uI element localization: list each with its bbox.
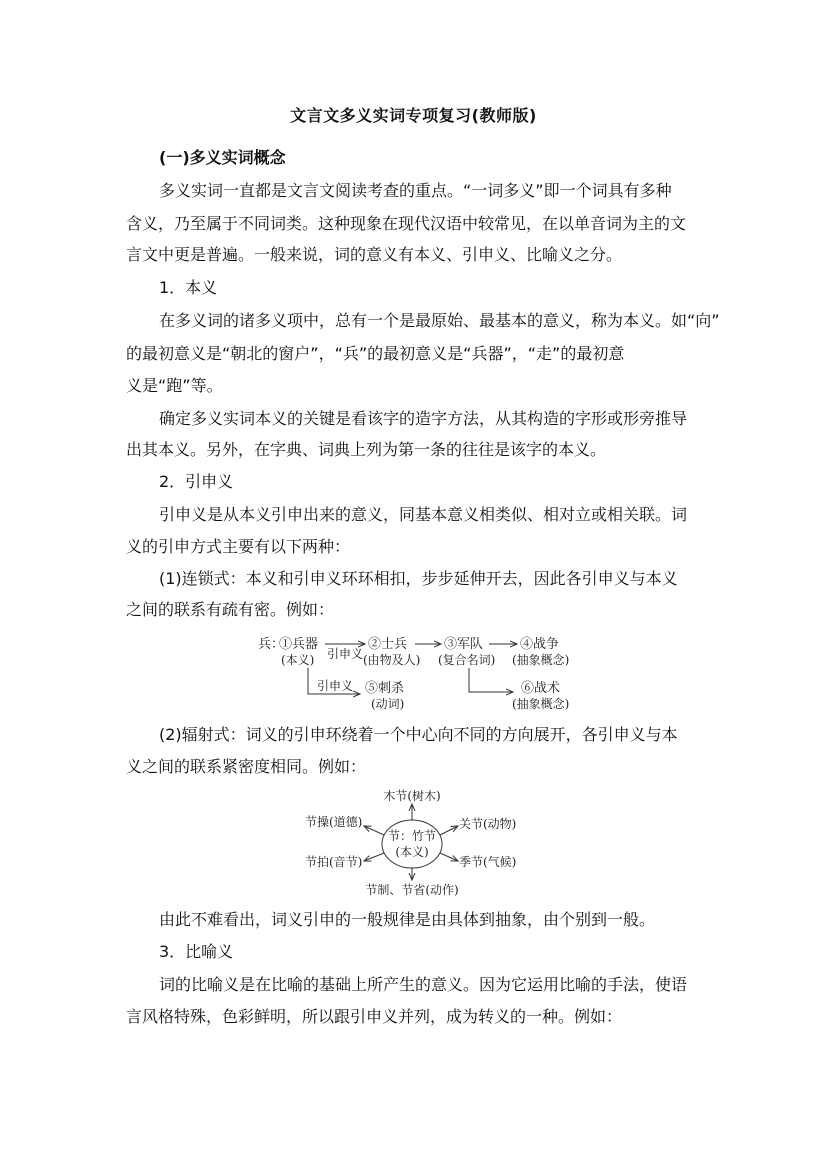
chain-head: 兵： <box>258 637 285 652</box>
chain-node-4-note: (抽象概念) <box>512 653 570 667</box>
paragraph-line: 由此不难看出，词义引申的一般规律是由具体到抽象，由个别到一般。 <box>159 910 656 929</box>
chain-node-4: ④战争 <box>520 637 560 652</box>
radial-arrow <box>440 853 458 861</box>
paragraph-line: 义是“跑”等。 <box>126 376 223 395</box>
page-title: 文言文多义实词专项复习(教师版) <box>290 106 537 125</box>
chain-node-6: ⑥战术 <box>521 681 561 696</box>
radial-top: 木节(树木) <box>383 789 441 803</box>
chain-node-2: ②士兵 <box>368 637 408 652</box>
radial-left-up: 节操(道德) <box>305 815 363 829</box>
chain-edge-label: 引申义 <box>327 647 364 661</box>
radial-right-up: 关节(动物) <box>459 817 517 831</box>
paragraph-line: (2)辐射式：词义的引申环绕着一个中心向不同的方向展开，各引申义与本 <box>159 725 678 744</box>
chain-diagram <box>255 630 580 712</box>
chain-node-1: ①兵器 <box>279 637 319 652</box>
paragraph-line: 在多义词的诸多义项中，总有一个是最原始、最基本的意义，称为本义。如“向” <box>159 311 720 330</box>
section-heading: (一)多义实词概念 <box>159 148 286 167</box>
radial-arrow <box>364 853 384 861</box>
paragraph-line: (1)连锁式：本义和引申义环环相扣，步步延伸开去，因此各引申义与本义 <box>159 569 678 588</box>
chain-node-5: ⑤刺杀 <box>365 681 405 696</box>
paragraph-line: 义的引申方式主要有以下两种： <box>126 537 351 556</box>
chain-node-3: ③军队 <box>444 637 484 652</box>
paragraph-line: 含义，乃至属于不同词类。这种现象在现代汉语中较常见，在以单音词为主的文 <box>126 214 687 233</box>
radial-center-label: 节：竹节 <box>387 829 437 843</box>
subheading-yinshen: 2．引申义 <box>159 472 234 491</box>
radial-bottom: 节制、节省(动作) <box>365 883 459 897</box>
paragraph-line: 出其本义。另外，在字典、词典上列为第一条的往往是该字的本义。 <box>126 440 607 459</box>
radial-center-ellipse <box>382 820 442 868</box>
chain-edge-label-2: 引申义 <box>317 679 354 693</box>
chain-node-1-note: (本义) <box>281 653 315 667</box>
paragraph-line: 言风格特殊，色彩鲜明，所以跟引申义并列，成为转义的一种。例如： <box>126 1007 623 1026</box>
paragraph-line: 确定多义实词本义的关键是看该字的造字方法，从其构造的字形或形旁推导 <box>159 409 688 428</box>
chain-node-6-note: (抽象概念) <box>512 697 570 711</box>
radial-arrow <box>364 826 384 835</box>
paragraph-line: 义之间的联系紧密度相同。例如： <box>126 757 367 776</box>
subheading-benyi: 1．本义 <box>159 278 218 297</box>
paragraph-line: 的最初意义是“朝北的窗户”，“兵”的最初意义是“兵器”，“走”的最初意 <box>126 344 625 363</box>
paragraph-line: 多义实词一直都是文言文阅读考查的重点。“一词多义”即一个词具有多种 <box>159 181 672 200</box>
subheading-biyu: 3．比喻义 <box>159 942 234 961</box>
paragraph-line: 之间的联系有疏有密。例如： <box>126 600 335 619</box>
radial-arrow <box>440 826 458 835</box>
chain-branch-line <box>469 668 513 692</box>
chain-node-2-note: (由物及人) <box>363 653 421 667</box>
paragraph-line: 词的比喻义是在比喻的基础上所产生的意义。因为它运用比喻的手法，使语 <box>159 975 688 994</box>
paragraph-line: 引申义是从本义引申出来的意义，同基本意义相类似、相对立或相关联。词 <box>159 505 688 524</box>
radial-right-down: 季节(气候) <box>459 855 517 869</box>
radial-center-note: (本义) <box>395 845 429 859</box>
paragraph-line: 言文中更是普遍。一般来说，词的意义有本义、引申义、比喻义之分。 <box>126 245 623 264</box>
radial-diagram <box>300 782 530 900</box>
chain-node-5-note: (动词) <box>371 697 405 711</box>
radial-left-down: 节拍(音节) <box>305 855 363 869</box>
chain-node-3-note: (复合名词) <box>438 653 496 667</box>
